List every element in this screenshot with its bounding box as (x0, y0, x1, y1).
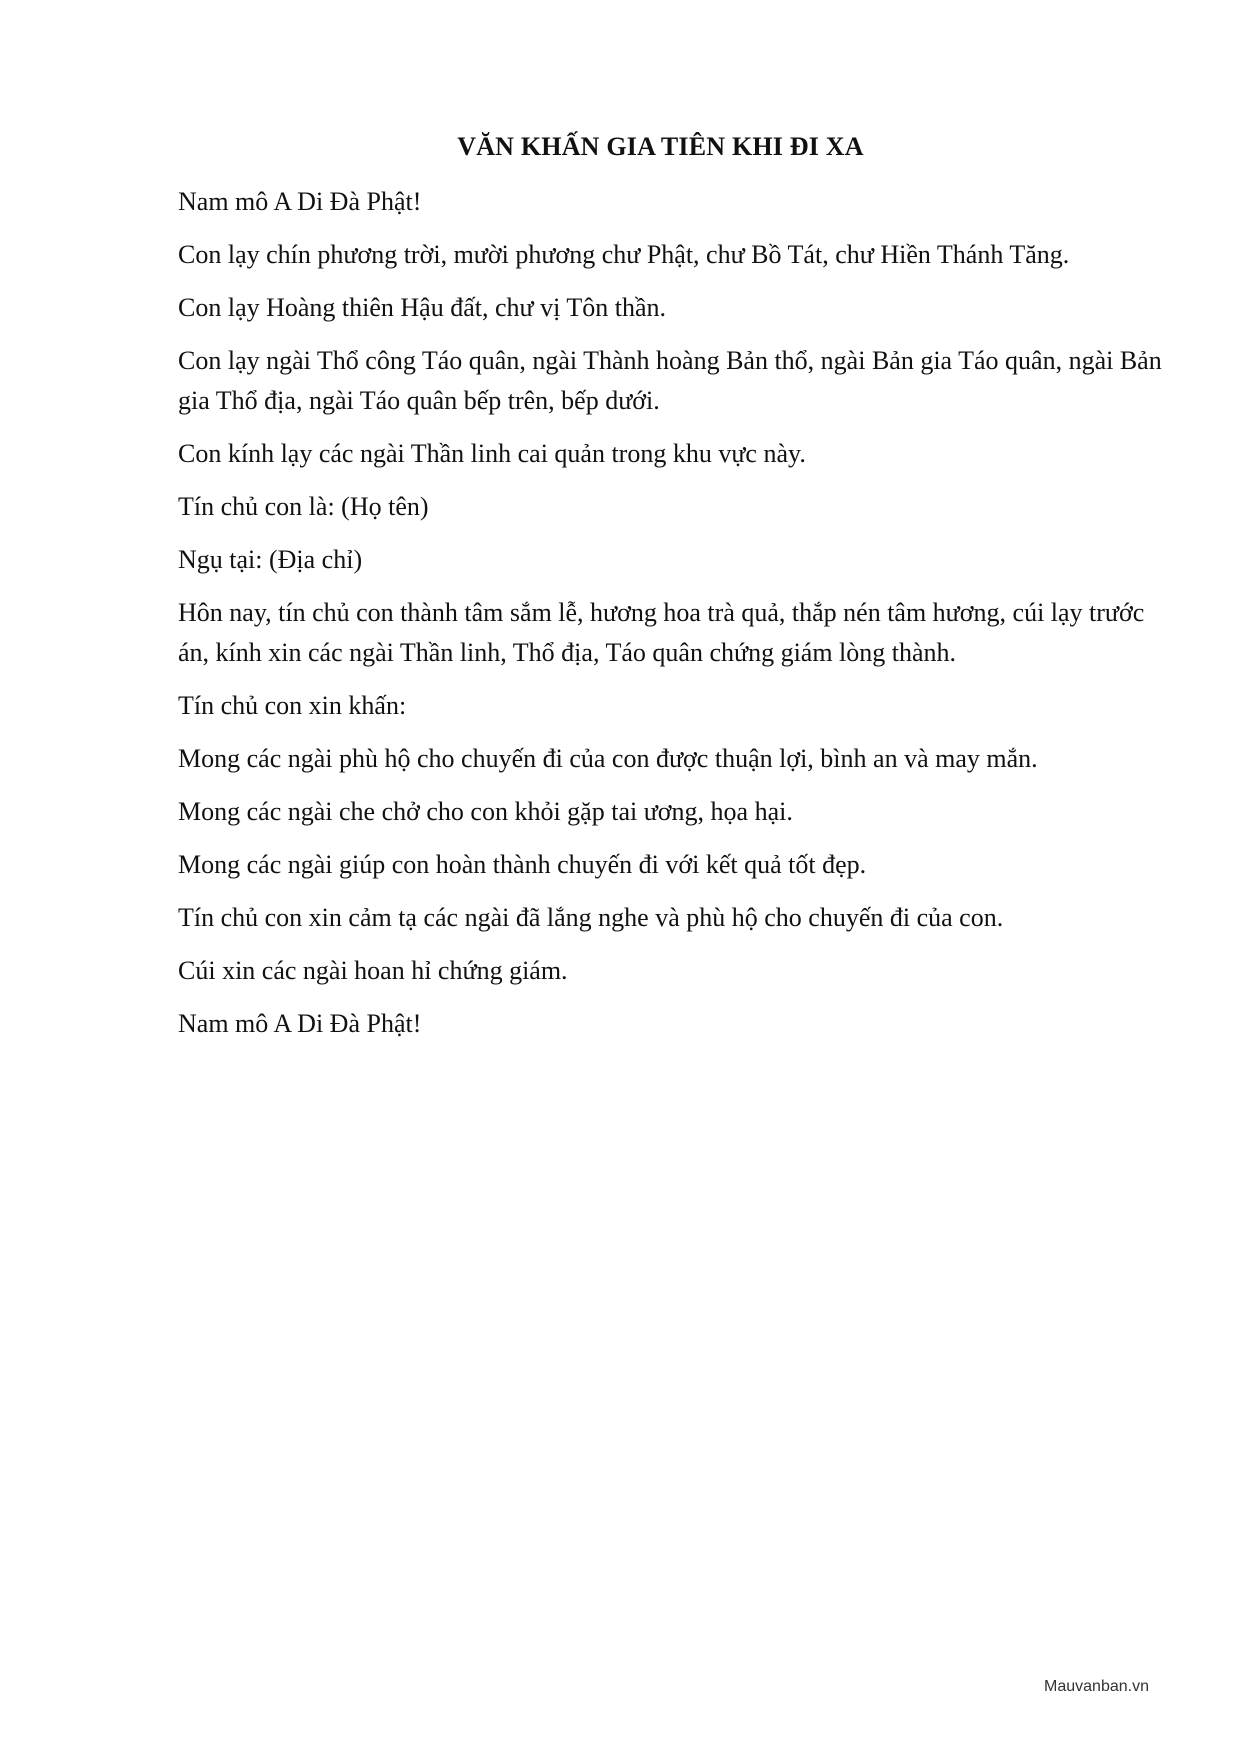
paragraph: Con kính lạy các ngài Thần linh cai quản trong khu vực này. (178, 439, 806, 468)
paragraph: Con lạy chín phương trời, mười phương chư Phật, chư Bồ Tát, chư Hiền Thánh Tăng. (178, 240, 1070, 269)
paragraph: Con lạy ngài Thổ công Táo quân, ngài Thành hoàng Bản thổ, ngài Bản gia Táo quân, ngài Bản gia Thổ địa, ngài Táo quân bếp trên, bếp dưới. (178, 346, 1162, 415)
paragraph: Cúi xin các ngài hoan hỉ chứng giám. (178, 956, 568, 985)
paragraph-name-field: Tín chủ con là: (Họ tên) (178, 492, 429, 521)
paragraph: Mong các ngài phù hộ cho chuyến đi của con được thuận lợi, bình an và may mắn. (178, 744, 1038, 773)
paragraph-address-field: Ngụ tại: (Địa chỉ) (178, 545, 363, 574)
footer-watermark: Mauvanban.vn (1044, 1678, 1149, 1695)
paragraph-closing-invocation: Nam mô A Di Đà Phật! (178, 1009, 422, 1038)
paragraph: Con lạy Hoàng thiên Hậu đất, chư vị Tôn thần. (178, 293, 667, 322)
paragraph: Hôn nay, tín chủ con thành tâm sắm lễ, hương hoa trà quả, thắp nén tâm hương, cúi lạy trước án, kính xin các ngài Thần linh, Thổ địa, Táo quân chứng giám lòng thành. (178, 598, 1145, 667)
paragraph: Tín chủ con xin khấn: (178, 691, 407, 720)
paragraph: Tín chủ con xin cảm tạ các ngài đã lắng nghe và phù hộ cho chuyến đi của con. (178, 903, 1004, 932)
paragraph-opening-invocation: Nam mô A Di Đà Phật! (178, 187, 422, 216)
paragraph: Mong các ngài che chở cho con khỏi gặp tai ương, họa hại. (178, 797, 793, 826)
document-body (178, 182, 1163, 1057)
document-title: VĂN KHẤN GIA TIÊN KHI ĐI XA (457, 132, 864, 161)
paragraph: Mong các ngài giúp con hoàn thành chuyến đi với kết quả tốt đẹp. (178, 850, 867, 879)
